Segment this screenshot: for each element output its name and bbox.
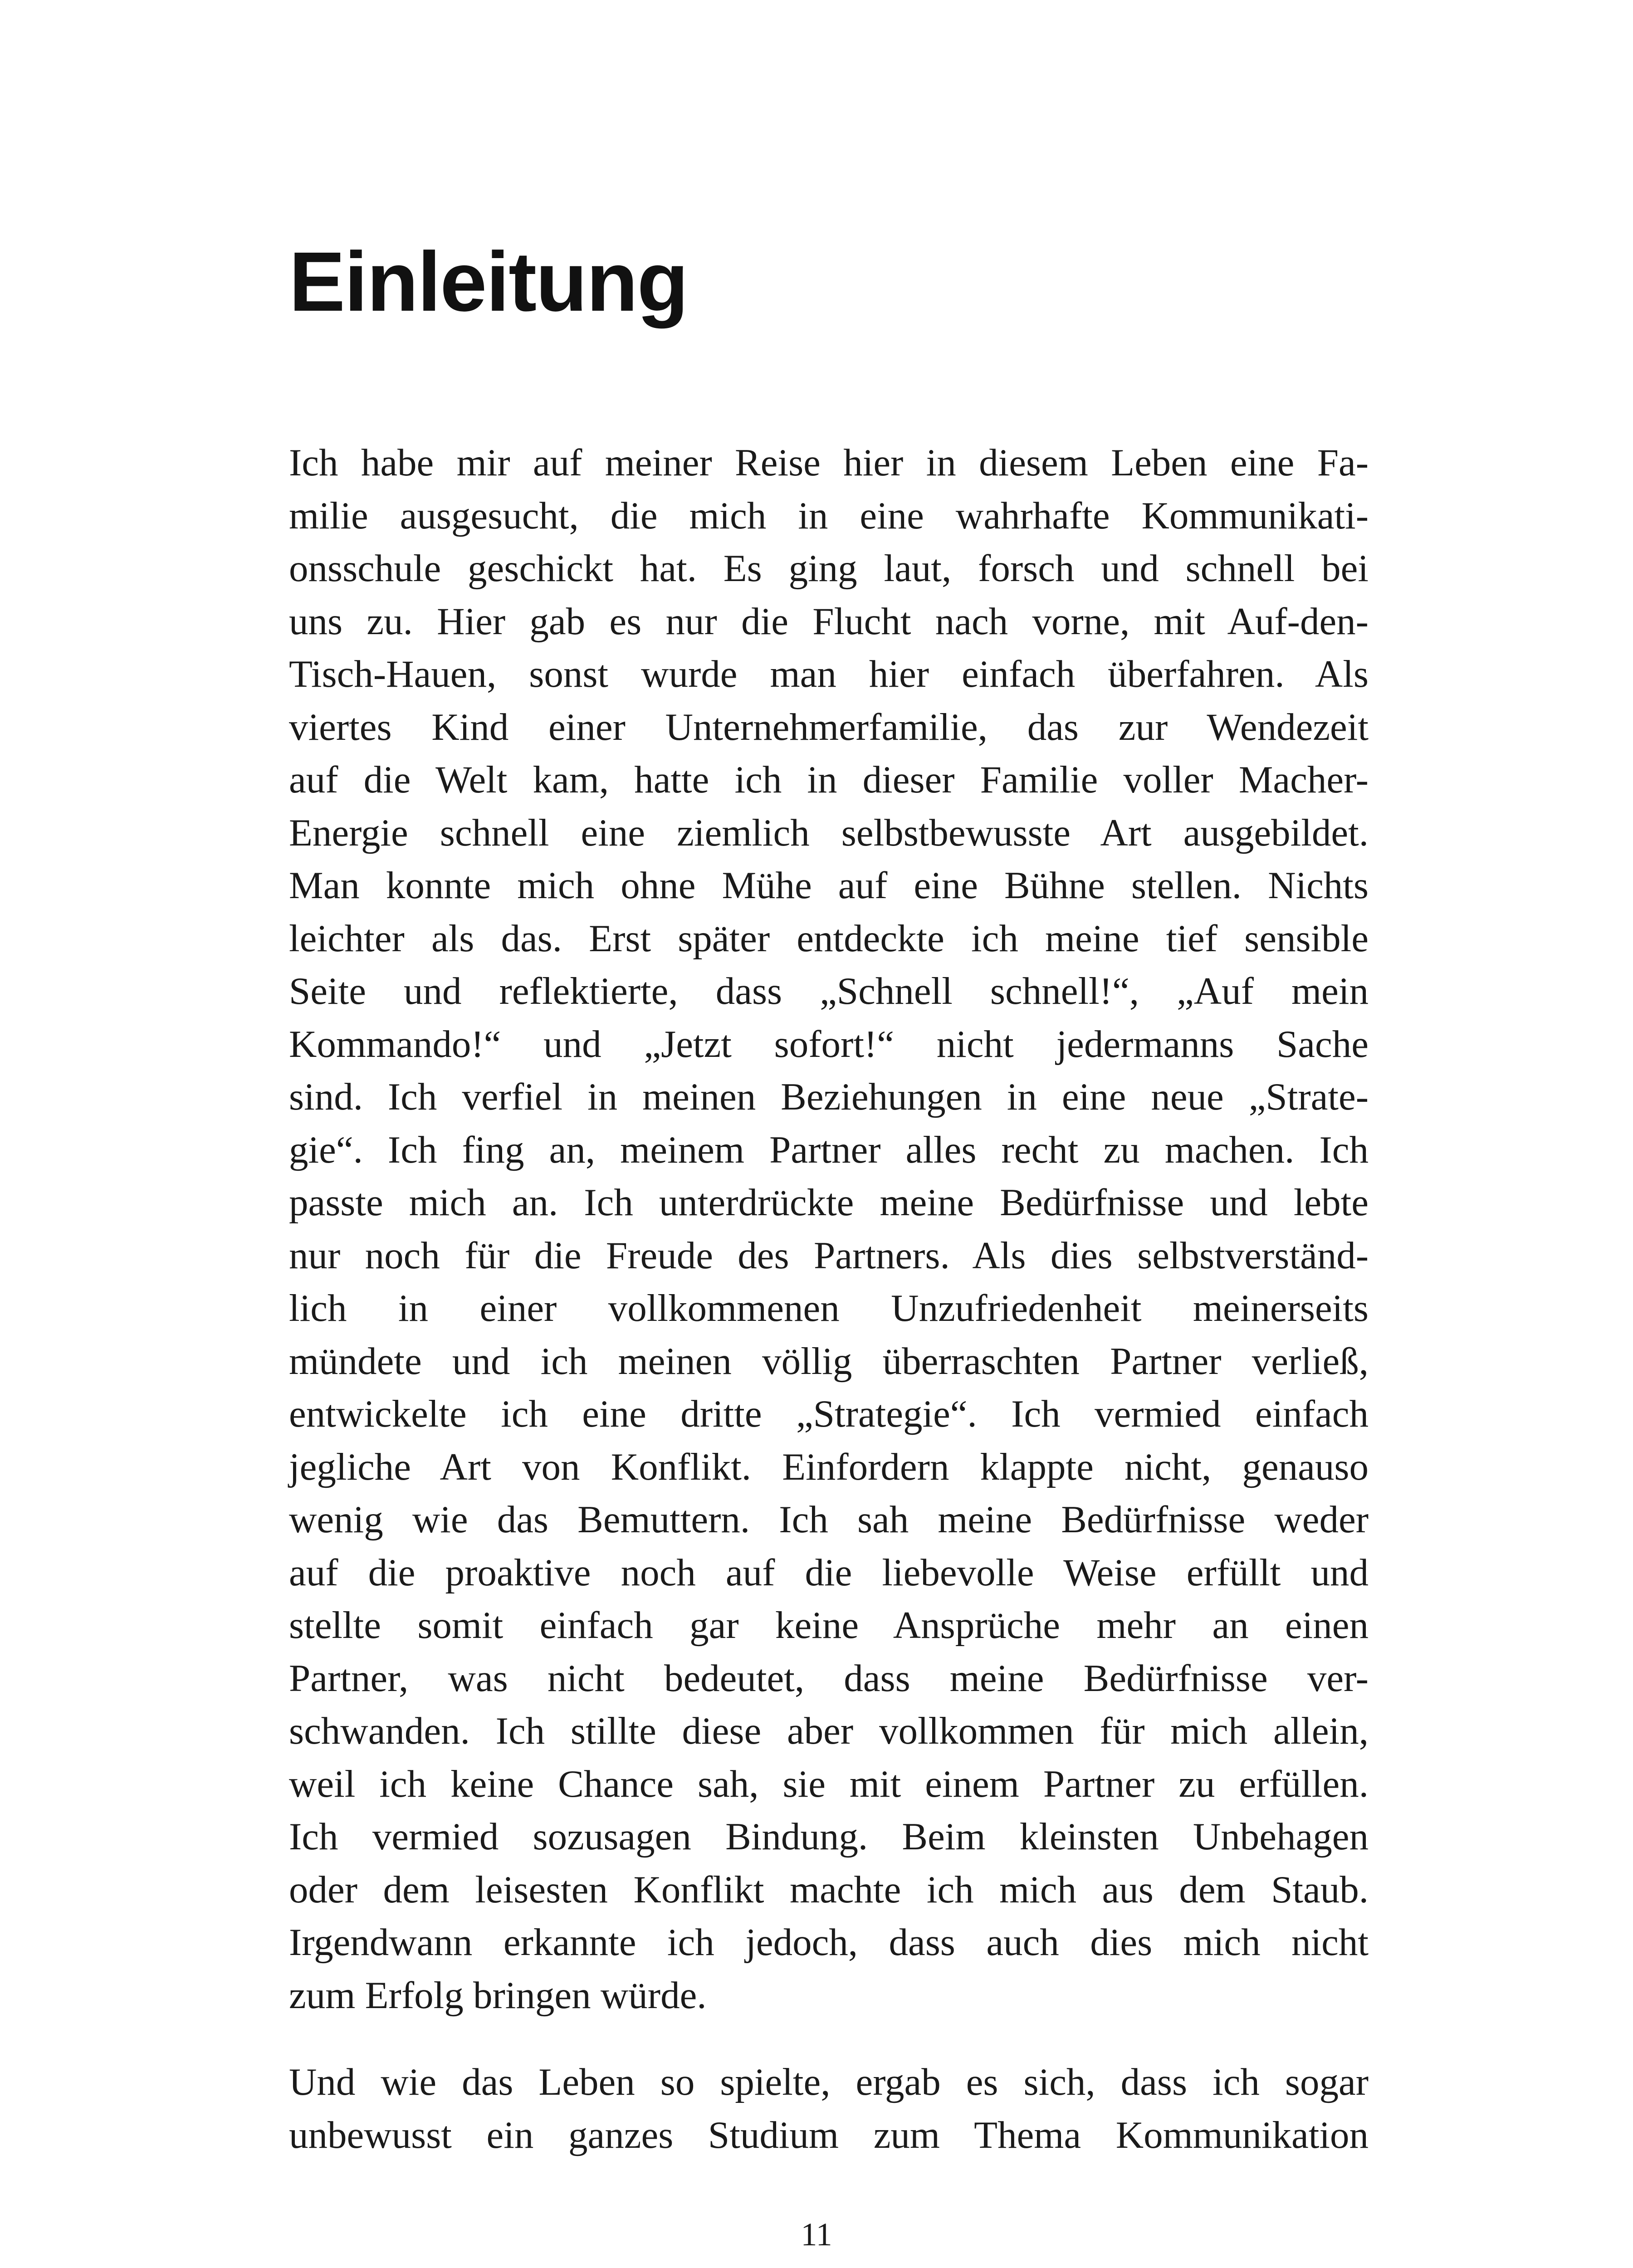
chapter-title: Einleitung: [289, 235, 688, 329]
text-line: milie ausgesucht, die mich in eine wahrhafte Kommunikati-: [289, 494, 1369, 537]
text-line: Tisch-Hauen, sonst wurde man hier einfach überfahren. Als: [289, 653, 1369, 695]
text-line: leichter als das. Erst später entdeckte ich meine tief sensible: [289, 917, 1369, 960]
text-line: gie“. Ich fing an, meinem Partner alles recht zu machen. Ich: [289, 1128, 1369, 1171]
paragraph-1: [289, 436, 1369, 2022]
text-line: wenig wie das Bemuttern. Ich sah meine Bedürfnisse weder: [289, 1498, 1369, 1541]
text-line: weil ich keine Chance sah, sie mit einem Partner zu erfüllen.: [289, 1762, 1369, 1805]
paragraph-2: [289, 2056, 1369, 2161]
text-line: Energie schnell eine ziemlich selbstbewusste Art ausgebildet.: [289, 811, 1369, 854]
text-line: jegliche Art von Konflikt. Einfordern klappte nicht, genauso: [289, 1445, 1369, 1488]
text-line: uns zu. Hier gab es nur die Flucht nach vorne, mit Auf-den-: [289, 600, 1369, 643]
text-line: auf die proaktive noch auf die liebevolle Weise erfüllt und: [289, 1551, 1369, 1594]
text-line: Und wie das Leben so spielte, ergab es sich, dass ich sogar: [289, 2061, 1369, 2103]
text-line: onsschule geschickt hat. Es ging laut, forsch und schnell bei: [289, 547, 1369, 590]
text-line: Seite und reflektierte, dass „Schnell schnell!“, „Auf mein: [289, 970, 1369, 1012]
text-line: Kommando!“ und „Jetzt sofort!“ nicht jedermanns Sache: [289, 1022, 1369, 1066]
text-line: lich in einer vollkommenen Unzufriedenheit meinerseits: [289, 1287, 1369, 1330]
text-line: schwanden. Ich stillte diese aber vollkommen für mich allein,: [289, 1710, 1369, 1752]
text-line: stellte somit einfach gar keine Ansprüche mehr an einen: [289, 1604, 1369, 1647]
text-line: unbewusst ein ganzes Studium zum Thema Kommunikation: [289, 2113, 1369, 2156]
text-line: Ich vermied sozusagen Bindung. Beim kleinsten Unbehagen: [289, 1815, 1369, 1858]
page-number: 11: [801, 2216, 832, 2253]
text-line: entwickelte ich eine dritte „Strategie“. Ich vermied einfach: [289, 1393, 1369, 1435]
text-line: Irgendwann erkannte ich jedoch, dass auch dies mich nicht: [289, 1921, 1369, 1964]
text-line: zum Erfolg bringen würde.: [289, 1974, 707, 2017]
text-line: passte mich an. Ich unterdrückte meine Bedürfnisse und lebte: [289, 1181, 1369, 1224]
text-line: Man konnte mich ohne Mühe auf eine Bühne stellen. Nichts: [289, 864, 1369, 907]
text-line: mündete und ich meinen völlig überraschten Partner verließ,: [289, 1339, 1369, 1383]
text-line: viertes Kind einer Unternehmerfamilie, das zur Wendezeit: [289, 705, 1369, 748]
text-line: sind. Ich verfiel in meinen Beziehungen in eine neue „Strate-: [289, 1075, 1369, 1118]
text-line: Ich habe mir auf meiner Reise hier in diesem Leben eine Fa-: [289, 441, 1369, 484]
text-line: oder dem leisesten Konflikt machte ich mich aus dem Staub.: [289, 1868, 1369, 1911]
text-line: Partner, was nicht bedeutet, dass meine Bedürfnisse ver-: [289, 1657, 1369, 1700]
text-line: nur noch für die Freude des Partners. Als dies selbstverständ-: [289, 1234, 1369, 1277]
text-line: auf die Welt kam, hatte ich in dieser Familie voller Macher-: [289, 758, 1369, 801]
